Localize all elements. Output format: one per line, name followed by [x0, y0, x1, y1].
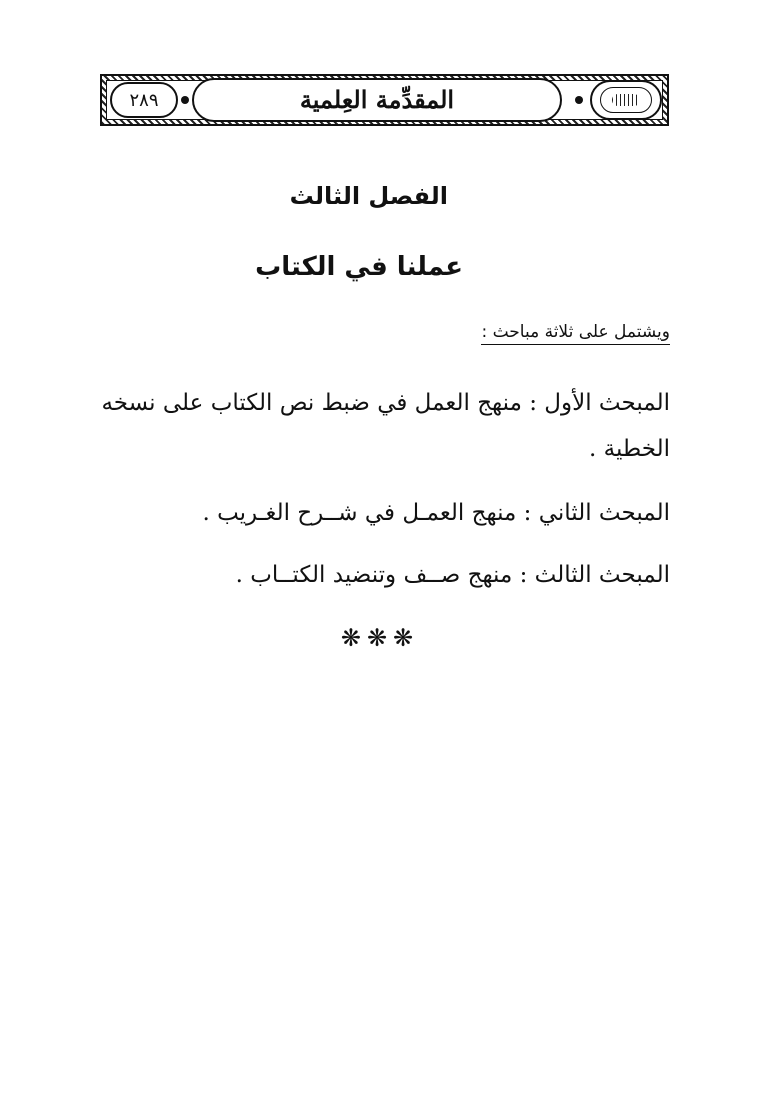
section-item: المبحث الثاني : منهج العمـل في شــرح الغـريب .: [202, 500, 670, 526]
chapter-subheading: عملنا في الكتاب: [255, 252, 463, 282]
section-item: المبحث الثالث : منهج صــف وتنضيد الكتــاب .: [235, 562, 670, 588]
chapter-heading: الفصل الثالث: [289, 182, 448, 210]
separator-stars: ❋❋❋: [340, 624, 420, 652]
ornament-dot-icon: [181, 96, 189, 104]
ornament-dot-icon: [575, 96, 583, 104]
section-item: المبحث الأول : منهج العمل في ضبط نص الكتاب على نسخه الخطية .: [101, 390, 670, 462]
page-number: ٢٨٩: [129, 89, 159, 111]
page-number-cartouche: [110, 82, 178, 118]
ornament-emblem-icon: [590, 80, 662, 120]
running-header-title: المقدِّمة العِلمية: [299, 85, 455, 114]
header-title-cartouche: [192, 78, 562, 122]
intro-line: ويشتمل على ثلاثة مباحث :: [481, 322, 670, 345]
